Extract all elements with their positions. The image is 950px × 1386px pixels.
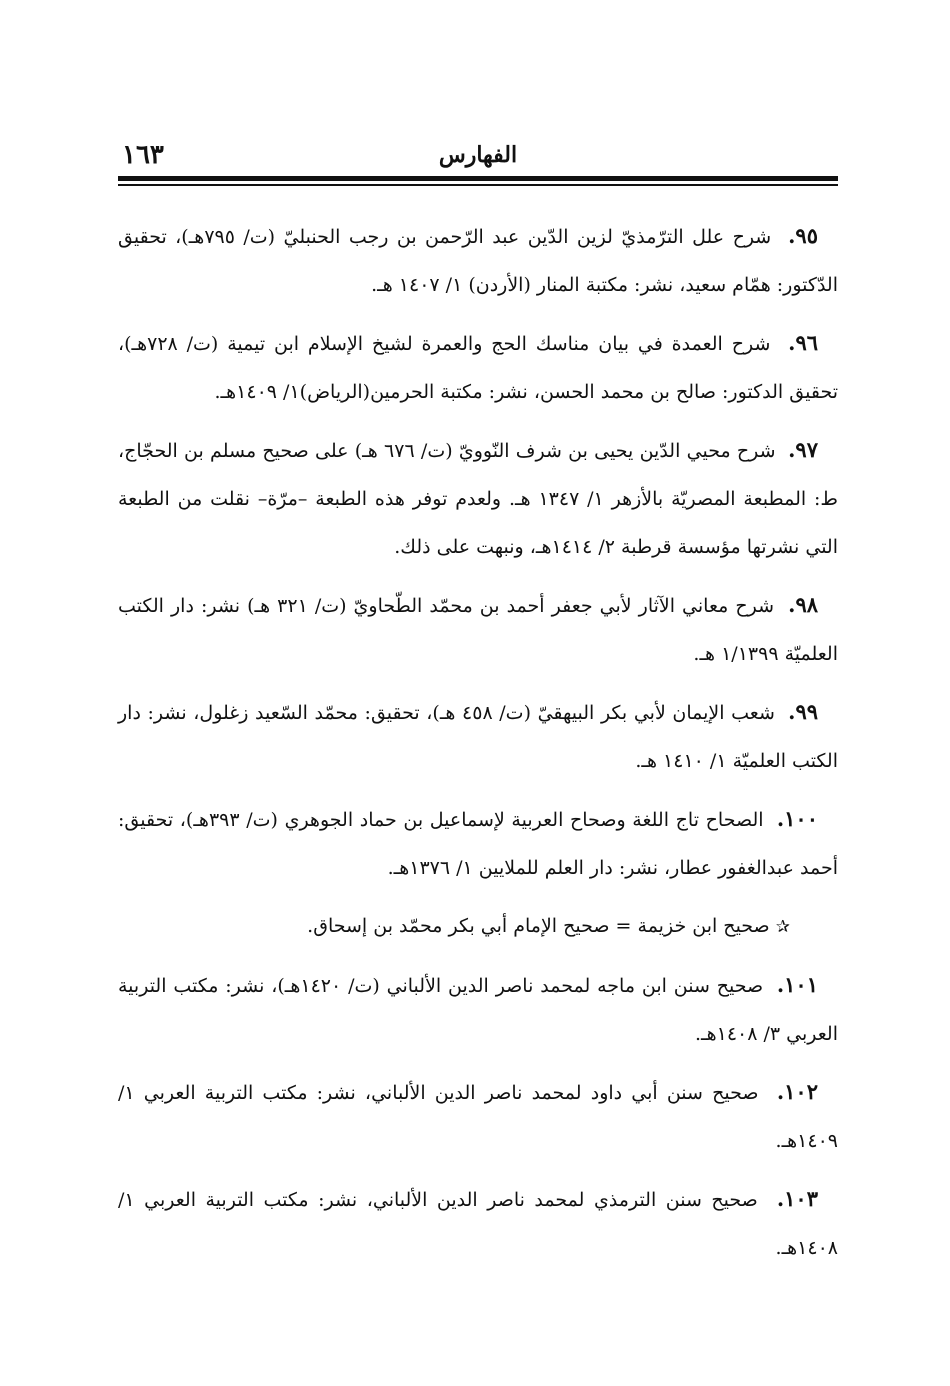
- entry-number: ١٠٣.: [776, 1186, 818, 1211]
- star-icon: ✰: [775, 917, 790, 937]
- bibliography-entry-100: [118, 795, 838, 892]
- bibliography-list: [118, 212, 838, 1282]
- entry-text: الصحاح تاج اللغة وصحاح العربية لإسماعيل بن حماد الجوهري (ت/ ٣٩٣هـ)، تحقيق: أحمد عبدالغفور عطار، نشر: دار العلم للملايين ١/ ١٣٧٦هـ.: [118, 809, 838, 879]
- cross-reference-note: [118, 902, 838, 951]
- entry-text: شرح العمدة في بيان مناسك الحج والعمرة لشيخ الإسلام ابن تيمية (ت/ ٧٢٨هـ)، تحقيق الدكتور: صالح بن محمد الحسن، نشر: مكتبة الحرمين(الرياض)١/ ١٤٠٩هـ.: [118, 333, 838, 403]
- header-rule-thin: [118, 184, 838, 186]
- entry-number: ١٠٢.: [776, 1079, 818, 1104]
- entry-number: ٩٨.: [788, 592, 818, 617]
- entry-text: صحيح سنن أبي داود لمحمد ناصر الدين الألباني، نشر: مكتب التربية العربي ١/ ١٤٠٩هـ.: [118, 1082, 838, 1152]
- entry-text: شرح علل الترّمذيّ لزين الدّين عبد الرّحمن بن رجب الحنبليّ (ت/ ٧٩٥هـ)، تحقيق الدّكتور: همّام سعيد، نشر: مكتبة المنار (الأردن) ١/ ١٤٠٧ هـ.: [118, 226, 838, 296]
- header-rule-thick: [118, 176, 838, 181]
- entry-number: ٩٩.: [788, 699, 818, 724]
- entry-number: ١٠٠.: [776, 806, 818, 831]
- running-title: الفهارس: [438, 142, 518, 168]
- bibliography-entry-99: [118, 688, 838, 785]
- cross-reference-text: صحيح ابن خزيمة = صحيح الإمام أبي بكر محمّد بن إسحاق.: [307, 915, 770, 937]
- bibliography-entry-102: [118, 1068, 838, 1165]
- entry-text: شعب الإيمان لأبي بكر البيهقيّ (ت/ ٤٥٨ هـ)، تحقيق: محمّد السّعيد زغلول، نشر: دار الكتب العلميّة ١/ ١٤١٠ هـ.: [118, 702, 838, 772]
- bibliography-entry-103: [118, 1175, 838, 1272]
- entry-text: شرح معاني الآثار لأبي جعفر أحمد بن محمّد الطّحاويّ (ت/ ٣٢١ هـ) نشر: دار الكتب العلميّة ١/١٣٩٩ هـ.: [118, 595, 838, 665]
- entry-number: ٩٥.: [788, 223, 818, 248]
- bibliography-entry-95: [118, 212, 838, 309]
- entry-text: صحيح سنن ابن ماجه لمحمد ناصر الدين الألباني (ت/ ١٤٢٠هـ)، نشر: مكتب التربية العربي ٣/ ١٤٠٨هـ.: [118, 975, 838, 1045]
- entry-number: ١٠١.: [776, 972, 818, 997]
- bibliography-entry-96: [118, 319, 838, 416]
- bibliography-entry-98: [118, 581, 838, 678]
- page-header: [118, 138, 838, 178]
- entry-text: صحيح سنن الترمذي لمحمد ناصر الدين الألباني، نشر: مكتب التربية العربي ١/ ١٤٠٨هـ.: [118, 1189, 838, 1259]
- bibliography-entry-101: [118, 961, 838, 1058]
- entry-number: ٩٧.: [788, 437, 818, 462]
- page-number: ١٦٣: [122, 140, 164, 170]
- entry-number: ٩٦.: [788, 330, 818, 355]
- entry-text: شرح محيي الدّين يحيى بن شرف النّوويّ (ت/ ٦٧٦ هـ) على صحيح مسلم بن الحجّاج، ط: المطبعة المصريّة بالأزهر ١/ ١٣٤٧ هـ. ولعدم توفر هذه الطبعة –مرّة– نقلت من الطبعة التي نشرتها مؤسسة قرطبة ٢/ ١٤١٤هـ، ونبهت على ذلك.: [118, 440, 838, 558]
- bibliography-entry-97: [118, 426, 838, 571]
